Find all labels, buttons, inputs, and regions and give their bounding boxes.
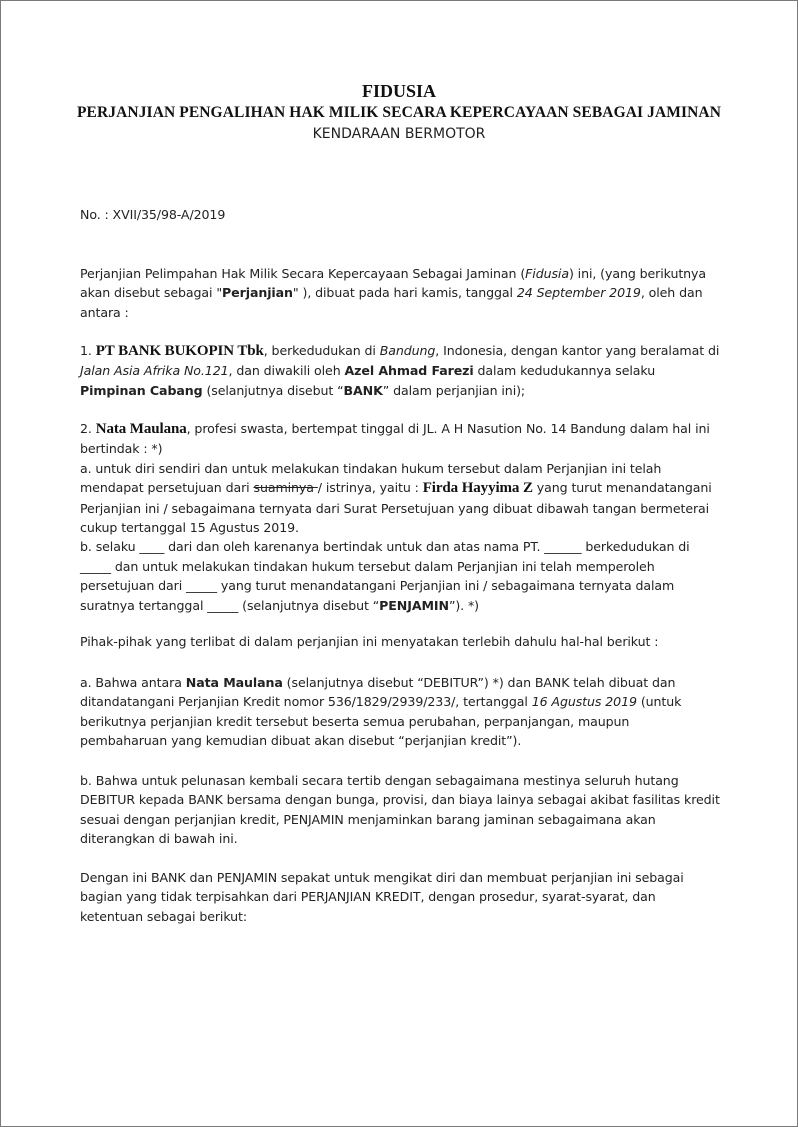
party-two-option-a: a. untuk diri sendiri dan untuk melakukan tindakan hukum tersebut dalam Perjanjian ini telah mendapat persetujuan dari suaminya / istrinya, yaitu : Firda Hayyima Z yang turut menandatangani Perjanjian ini / sebagaimana ternyata dari Surat Persetujuan yang dibuat dibawah tangan bermeterai cukup tertanggal 15 Agustus 2019. [80, 460, 712, 536]
document-title: FIDUSIA [361, 81, 436, 101]
point-b-paragraph: b. Bahwa untuk pelunasan kembali secara tertib dengan sebagaimana mestinya seluruh hutang DEBITUR kepada BANK bersama dengan bunga, provisi, dan biaya lainya sebagai akibat fasilitas kredit sesuai dengan perjanjian kredit, PENJAMIN menjaminkan barang jaminan sebagaimana akan diterangkan di bawah ini. [80, 773, 720, 847]
bank-address: Jalan Asia Afrika No.121 [80, 363, 229, 379]
struck-text: suaminya [253, 480, 318, 496]
debtor-name: Nata Maulana [95, 421, 187, 437]
point-a-paragraph: a. Bahwa antara Nata Maulana (selanjutnya disebut “DEBITUR”) *) dan BANK telah dibuat dan ditandatangani Perjanjian Kredit nomor 536/1829/2939/233/, tertanggal 16 Agustus 2019 (untuk berikutnya perjanjian kredit tersebut beserta semua perubahan, perpanjangan, maupun pembaharuan yang kemudian dibuat akan disebut “perjanjian kredit”). [80, 675, 682, 749]
closing-paragraph: Dengan ini BANK dan PENJAMIN sepakat untuk mengikat diri dan membuat perjanjian ini sebagai bagian yang tidak terpisahkan dari PERJANJIAN KREDIT, dengan prosedur, syarat-syarat, dan ketentuan sebagai berikut: [80, 870, 684, 924]
spouse-name: Firda Hayyima Z [422, 480, 533, 497]
party-one-paragraph: 1. PT BANK BUKOPIN Tbk, berkedudukan di Bandung, Indonesia, dengan kantor yang beralamat di Jalan Asia Afrika No.121, dan diwakili oleh Azel Ahmad Farezi dalam kedudukannya selaku Pimpinan Cabang (selanjutnya disebut “BANK” dalam perjanjian ini); [80, 343, 720, 398]
party-two-option-b: b. selaku ____ dari dan oleh karenanya bertindak untuk dan atas nama PT. ______ berkedudukan di _____ dan untuk melakukan tindakan hukum tersebut dalam Perjanjian ini telah memperoleh persetujuan dari _____ yang turut menandatangani Perjanjian ini / sebagaimana ternyata dalam suratnya tertanggal _____ (selanjutnya disebut “PENJAMIN”). *) [80, 539, 690, 613]
declaration-paragraph: Pihak-pihak yang terlibat di dalam perjanjian ini menyatakan terlebih dahulu hal-hal berikut : [80, 634, 659, 649]
document-subtitle: PERJANJIAN PENGALIHAN HAK MILIK SECARA KEPERCAYAAN SEBAGAI JAMINAN [76, 104, 722, 121]
agreement-date: 24 September 2019 [516, 285, 641, 301]
bank-name: PT BANK BUKOPIN Tbk [95, 343, 264, 359]
bank-representative: Azel Ahmad Farezi [344, 363, 474, 379]
credit-agreement-date: 16 Agustus 2019 [531, 694, 637, 710]
party-two-paragraph: 2. Nata Maulana, profesi swasta, bertempat tinggal di JL. A H Nasution No. 14 Bandung dalam hal ini bertindak : *) a. untuk diri sendiri dan untuk melakukan tindakan hukum tersebut dalam Perjanjian ini telah mendapat persetujuan dari suaminya / istrinya, yaitu : Firda Hayyima Z yang turut menandatangani Perjanjian ini / sebagaimana ternyata dari Surat Persetujuan yang dibuat dibawah tangan bermeterai cukup tertanggal 15 Agustus 2019. b. selaku ____ dari dan oleh karenanya bertindak untuk dan atas nama PT. ______ berkedudukan di _____ dan untuk melakukan tindakan hukum tersebut dalam Perjanjian ini telah memperoleh persetujuan dari _____ yang turut menandatangani Perjanjian ini / sebagaimana ternyata dalam suratnya tertanggal _____ (selanjutnya disebut “PENJAMIN”). *) [80, 419, 720, 615]
intro-paragraph: Perjanjian Pelimpahan Hak Milik Secara Kepercayaan Sebagai Jaminan (Fidusia) ini, (yang berikutnya akan disebut sebagai "Perjanjian" ), dibuat pada hari kamis, tanggal 24 September 2019, oleh dan antara : [80, 266, 707, 320]
document-number: No. : XVII/35/98-A/2019 [80, 207, 226, 222]
document-subtitle-secondary: KENDARAAN BERMOTOR [312, 126, 486, 142]
